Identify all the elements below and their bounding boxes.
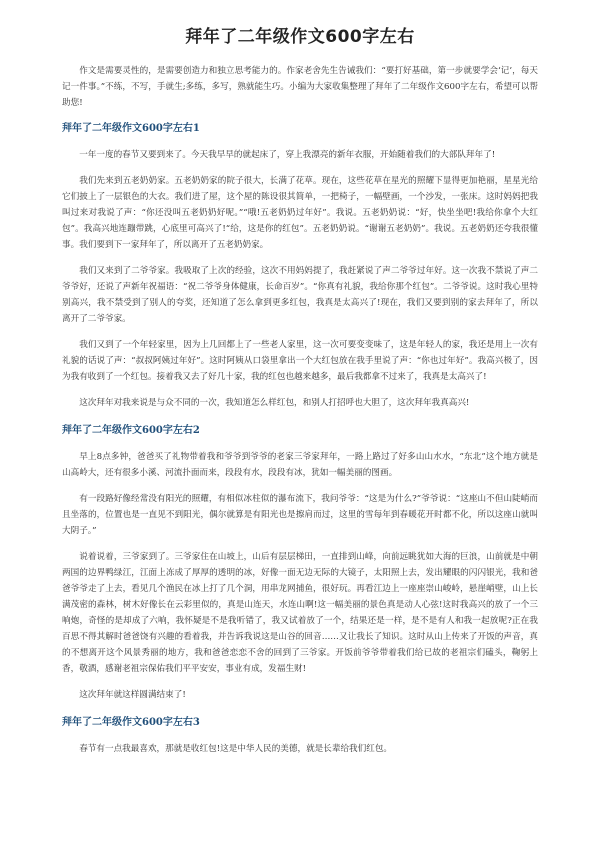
page-title: 拜年了二年级作文600字左右: [185, 27, 415, 47]
paragraph: 有一段路好像经常没有阳光的照耀，有相似冰柱似的瀑布流下，我问爷爷：“这是为什么?”爷爷说：“这座山不但山陡峭而且坐落的，位置也是一直见不到阳光，偶尔就算是有阳光也是擦肩而过，这里的雪每年到春暖花开时都不化，所以这座山就叫大阴子。”: [62, 494, 538, 536]
paragraph: 我们先来到五老奶奶家。五老奶奶家的院子很大，长满了花草。现在，这些花草在星光的照耀下显得更加艳丽，星星光给它们披上了一层银色的大衣。我们进了屋，这个屋的陈设很其简单，一把椅子，一幅壁画，一个沙发，一张床。这时妈妈把我叫过来对我说了声：“你还没叫五老奶奶好呢。”“哦!五老奶奶过年好”。我说。五老奶奶说：“好，快坐坐吧!我给你拿个大红包”。我高兴地连蹦带跳，心底里可高兴了!“给，这是你的红包”。五老奶奶说。“谢谢五老奶奶”。我说。五老奶奶还夸我很懂事。我们要到下一家拜年了，所以离开了五老奶奶家。: [62, 176, 538, 250]
section-heading-2: 拜年了二年级作文600字左右2: [62, 425, 200, 436]
paragraph: 早上8点多钟，爸爸买了礼物带着我和爷爷到爷爷的老家三爷家拜年，一路上路过了好多山山水水，“东北”这个地方就是山高岭大，还有很多小溪、河流扑面而来，段段有水，段段有冰，犹如一幅美丽的图画。: [62, 452, 538, 478]
section-heading-3: 拜年了二年级作文600字左右3: [62, 717, 200, 728]
intro-paragraph: 作文是需要灵性的，是需要创造力和独立思考能力的。作家老舍先生告诫我们：“要打好基础，第一步就要学会‘记’，每天记一件事。”不练，不写，手就生;多练，多写，熟就能生巧。小编为大家收集整理了拜年了二年级作文600字左右，希望可以帮助您!: [62, 66, 538, 108]
paragraph: 我们又到了一个年轻家里，因为上几回都上了一些老人家里，这一次可要变变味了，这是年轻人的家，我还是用上一次有礼貌的话说了声：“叔叔阿姨过年好”。这时阿姨从口袋里拿出一个大红包放在我手里说了声：“你也过年好”。我高兴极了，因为我有收到了一个红包。接着我又去了好几十家，我的红包也越来越多，最后我都拿不过来了，我真是太高兴了!: [62, 340, 538, 382]
paragraph: 春节有一点我最喜欢，那就是收红包!这是中华人民的美德，就是长辈给我们红包。: [79, 744, 393, 754]
paragraph: 这次拜年对我来说是与众不同的一次，我知道怎么样红包，和别人打招呼也大胆了，这次拜年我真高兴!: [79, 398, 470, 408]
paragraph: 我们又来到了二爷爷家。我吸取了上次的经验，这次不用妈妈提了，我赶紧说了声二爷爷过年好。这一次我不禁说了声二爷爷好，还说了声新年祝福语：“祝二爷爷身体健康，长命百岁”。“你真有礼貌，我给你那个红包”。二爷爷说。这时我心里特别高兴，我不禁受到了别人的夸奖，还知道了怎么拿到更多红包，我真是太高兴了!现在，我们又要到别的家去拜年了，所以离开了二爷爷家。: [62, 266, 538, 324]
paragraph: 一年一度的春节又要到来了。今天我早早的就起床了，穿上我漂亮的新年衣服，开始随着我们的大部队拜年了!: [79, 150, 496, 160]
paragraph: 这次拜年就这样圆满结束了!: [79, 690, 186, 700]
section-heading-1: 拜年了二年级作文600字左右1: [62, 123, 200, 134]
paragraph: 说着说着，三爷家到了。三爷家住在山坡上，山后有层层梯田，一直排到山峰，向前远眺犹如大海的巨浪，山前就是中朝两国的边界鸭绿江，江面上冻成了厚厚的透明的冰，好像一面无边无际的大镜子，太阳照上去，发出耀眼的闪闪银光，我和爸爸爷爷走了上去，看见几个渔民在冰上打了几个洞，用串龙网捕鱼，很好玩。再看江边上一座座崇山峻岭，悬崖峭壁，山上长满茂密的森林，树木好像长在云彩里似的，真是山连天，水连山啊!这一幅美丽的景色真是动人心弦!这时我高兴的放了一个三响炮，奇怪的是却成了六响，我怀疑是不是我听错了，我又试着放了一个，结果还是一样，是不是有人和我一起放呢?正在我百思不得其解时爸爸饶有兴趣的看着我，并告诉我说这是山谷的回音……又让我长了知识。这时从山上传来了开饭的声音，真的不想离开这个风景秀丽的地方，我和爸爸恋恋不舍的回到了三爷家。开饭前爷爷带着我们给已故的老祖宗们磕头，鞠躬上香，敬酒，感谢老祖宗保佑我们平平安安，事业有成，发福生财!: [62, 552, 538, 674]
